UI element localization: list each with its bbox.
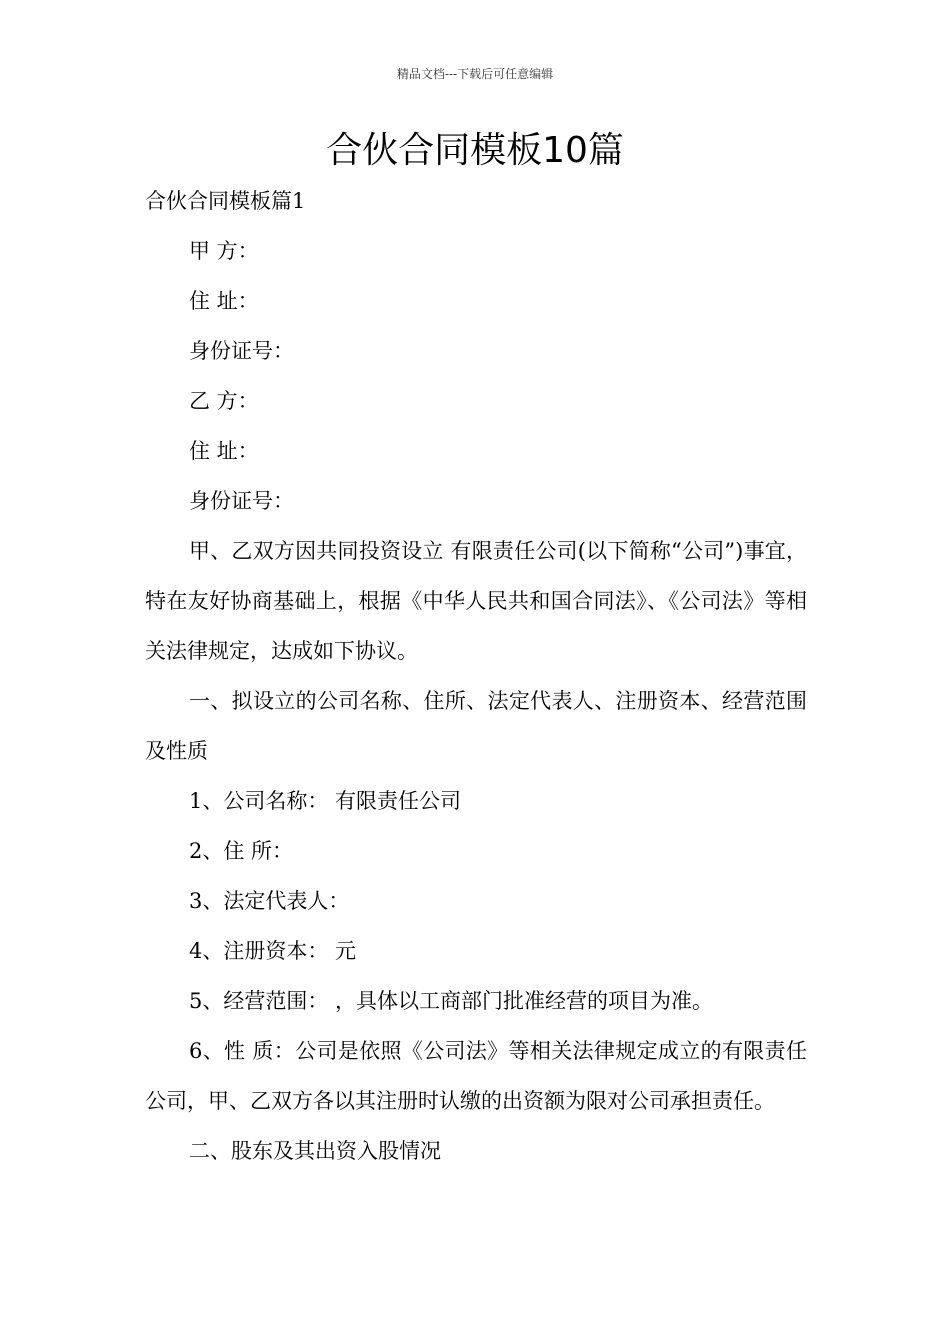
- clause-registered-capital: 4、注册资本： 元: [189, 939, 357, 963]
- preamble-paragraph: 甲、乙双方因共同投资设立 有限责任公司(以下简称“公司”)事宜，特在友好协商基础上，根据《中华人民共和国合同法》、《公司法》等相关法律规定，达成如下协议。: [145, 539, 807, 663]
- party-a-id-label: 身份证号：: [189, 339, 294, 363]
- article-one-heading: 一、拟设立的公司名称、住所、法定代表人、注册资本、经营范围及性质: [145, 689, 807, 763]
- party-b-address-label: 住 址：: [189, 439, 259, 463]
- party-a-address-label: 住 址：: [189, 289, 259, 313]
- section-heading: 合伙合同模板篇1: [145, 189, 306, 213]
- clause-nature: 6、性 质：公司是依照《公司法》等相关法律规定成立的有限责任公司，甲、乙双方各以其注册时认缴的出资额为限对公司承担责任。: [145, 1039, 807, 1113]
- clause-legal-representative: 3、法定代表人：: [189, 889, 350, 913]
- party-b-label: 乙 方：: [189, 389, 259, 413]
- clause-address: 2、住 所：: [189, 839, 294, 863]
- article-two-heading: 二、股东及其出资入股情况: [189, 1139, 441, 1163]
- document-body: [145, 176, 807, 1176]
- clause-business-scope: 5、经营范围： ，具体以工商部门批准经营的项目为准。: [189, 989, 714, 1013]
- header-note: 精品文档---下载后可任意编辑: [396, 67, 554, 81]
- party-a-label: 甲 方：: [189, 239, 259, 263]
- party-b-id-label: 身份证号：: [189, 489, 294, 513]
- document-title: 合伙合同模板10篇: [326, 130, 624, 171]
- clause-company-name: 1、公司名称： 有限责任公司: [189, 789, 462, 813]
